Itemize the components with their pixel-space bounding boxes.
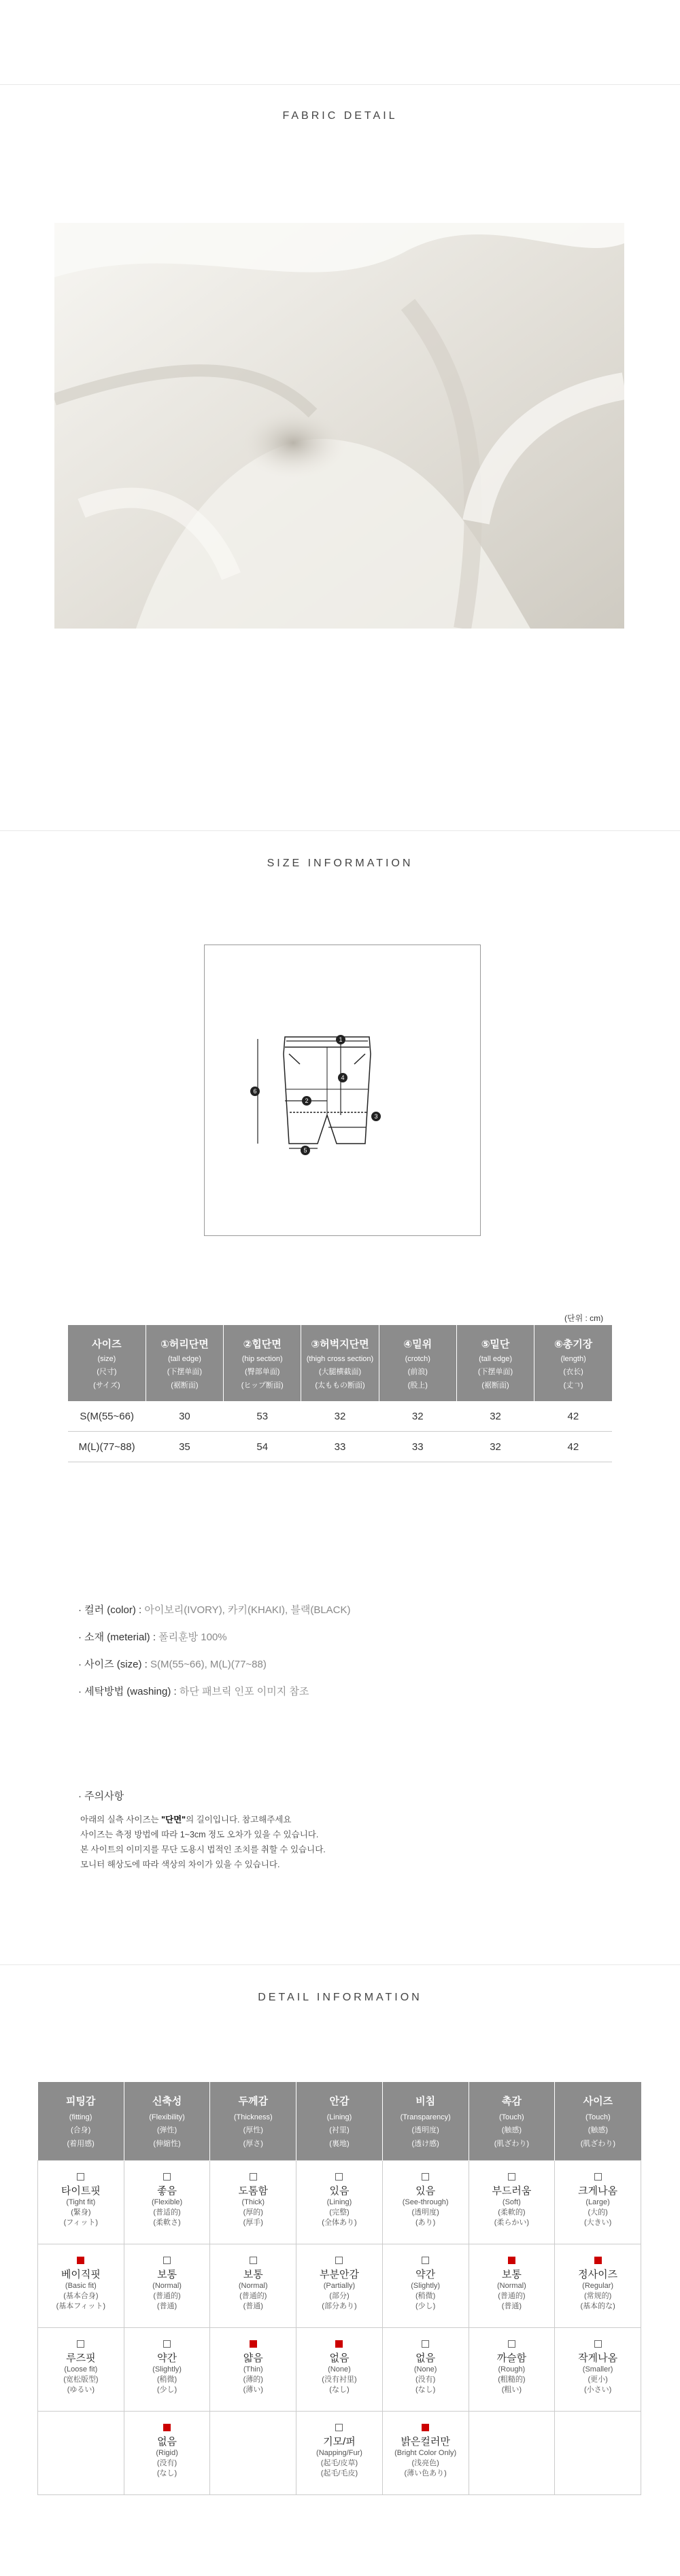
unchecked-box-icon	[508, 2173, 515, 2181]
checked-box-icon	[250, 2340, 257, 2348]
option-en: (Basic fit)	[65, 2282, 97, 2290]
option-en: (Soft)	[502, 2198, 521, 2206]
detail-option-cell	[469, 2161, 555, 2244]
detail-option-cell	[124, 2328, 210, 2412]
size-header-label: ⑥총기장	[554, 1338, 593, 1350]
option-jp: (普通)	[501, 2302, 522, 2310]
unchecked-box-icon	[163, 2257, 171, 2264]
option-en: (Napping/Fur)	[316, 2449, 362, 2457]
unchecked-box-icon	[335, 2257, 343, 2264]
size-header-jp: (サイズ)	[93, 1381, 120, 1390]
size-header-label: ②힙단면	[243, 1338, 282, 1350]
option-label: 좋음	[157, 2185, 177, 2197]
size-header-cell	[68, 1325, 146, 1401]
option-label: 보통	[157, 2269, 177, 2280]
size-header-en: (thigh cross section)	[306, 1354, 374, 1363]
option-label: 부분안감	[319, 2269, 359, 2280]
detail-option-cell	[296, 2244, 383, 2328]
option-label: 기모/퍼	[323, 2436, 356, 2448]
size-cell: 32	[301, 1401, 379, 1432]
option-en: (Loose fit)	[64, 2365, 98, 2374]
detail-option-cell	[296, 2328, 383, 2412]
option-label: 작게나옴	[578, 2352, 618, 2364]
detail-header-jp: (伸縮性)	[153, 2140, 181, 2148]
size-cell: 35	[146, 1432, 223, 1462]
checked-box-icon	[422, 2424, 429, 2431]
option-cn: (厚的)	[243, 2208, 263, 2217]
divider	[0, 1964, 680, 1965]
unchecked-box-icon	[422, 2257, 429, 2264]
detail-option-cell	[555, 2328, 641, 2412]
size-cell: 54	[224, 1432, 301, 1462]
option-cn: (薄的)	[243, 2376, 263, 2384]
detail-header-cell	[555, 2082, 641, 2161]
size-header-label: 사이즈	[92, 1338, 122, 1350]
size-header-en: (length)	[560, 1354, 586, 1363]
detail-option-cell	[296, 2161, 383, 2244]
unit-label: (단위 : cm)	[564, 1313, 604, 1323]
size-option-info: · 사이즈 (size) : S(M(55~66), M(L)(77~88)	[78, 1659, 267, 1670]
detail-header-cn: (衬里)	[329, 2126, 350, 2134]
unchecked-box-icon	[594, 2173, 602, 2181]
option-cn: (緊身)	[71, 2208, 91, 2217]
detail-option-cell	[382, 2244, 469, 2328]
color-info: · 컬러 (color) : 아이보리(IVORY), 카키(KHAKI), 블랙(BLACK)	[78, 1604, 351, 1616]
detail-header-label: 비침	[415, 2096, 436, 2107]
detail-header-cn: (合身)	[70, 2126, 91, 2134]
option-en: (Smaller)	[582, 2365, 613, 2374]
option-label: 약간	[415, 2269, 436, 2280]
detail-header-cell	[210, 2082, 296, 2161]
detail-option-cell	[555, 2161, 641, 2244]
option-label: 없음	[157, 2436, 177, 2448]
unchecked-box-icon	[508, 2340, 515, 2348]
fabric-photo	[54, 223, 624, 629]
size-cell: 33	[301, 1432, 379, 1462]
detail-table	[37, 2082, 641, 2495]
detail-header-jp: (透け感)	[411, 2140, 439, 2148]
option-label: 보통	[243, 2269, 263, 2280]
detail-option-cell	[38, 2161, 124, 2244]
fabric-detail-title: FABRIC DETAIL	[282, 110, 398, 122]
size-diagram	[204, 945, 481, 1236]
detail-table-row	[38, 2412, 641, 2495]
detail-option-cell	[38, 2412, 124, 2495]
option-label: 보통	[501, 2269, 522, 2280]
option-en: (Rough)	[498, 2365, 526, 2374]
option-jp: (基本的な)	[580, 2302, 615, 2310]
option-cn: (普适的)	[153, 2208, 181, 2217]
option-en: (Slightly)	[411, 2282, 441, 2290]
size-header-label: ③허벅지단면	[311, 1338, 369, 1350]
option-en: (Regular)	[582, 2282, 614, 2290]
option-jp: (基本フィット)	[56, 2302, 106, 2310]
unchecked-box-icon	[422, 2340, 429, 2348]
size-cell: M(L)(77~88)	[68, 1432, 146, 1462]
size-header-jp: (裾断面)	[171, 1381, 199, 1390]
detail-header-en: (Flexibility)	[149, 2113, 185, 2121]
size-header-en: (tall edge)	[479, 1354, 512, 1363]
size-header-cell	[456, 1325, 534, 1401]
option-cn: (宽松版型)	[63, 2376, 99, 2384]
option-label: 있음	[329, 2185, 350, 2197]
size-header-en: (crotch)	[405, 1354, 430, 1363]
unchecked-box-icon	[77, 2173, 84, 2181]
detail-header-jp: (肌ざわり)	[580, 2140, 616, 2148]
option-jp: (普通)	[156, 2302, 177, 2310]
detail-header-en: (Lining)	[326, 2113, 352, 2121]
size-table	[68, 1325, 612, 1462]
unchecked-box-icon	[594, 2340, 602, 2348]
detail-table-row	[38, 2244, 641, 2328]
notice-text: 아래의 실측 사이즈는 "단면"의 길이입니다. 참고해주세요 사이즈는 측정 방법에 따라 1~3cm 정도 오차가 있을 수 있습니다. 본 사이트의 이미지를 무단 도용시 법적인 조치를 취할 수 있습니다. 모니터 해상도에 따라 색상의 차이가 있을 수 있습니다.	[80, 1815, 326, 1869]
option-label: 얇음	[243, 2352, 263, 2364]
option-label: 도톰함	[238, 2185, 268, 2197]
size-cell: 32	[456, 1401, 534, 1432]
option-cn: (粗糙的)	[498, 2376, 526, 2384]
detail-header-label: 안감	[329, 2096, 350, 2107]
option-label: 부드러움	[492, 2185, 532, 2197]
size-header-label: ⑤밑단	[481, 1338, 510, 1350]
size-header-jp: (裾断面)	[481, 1381, 509, 1390]
option-cn: (常规的)	[583, 2292, 612, 2300]
washing-info: · 세탁방법 (washing) : 하단 패브릭 인포 이미지 참조	[78, 1686, 309, 1697]
option-en: (Thick)	[241, 2198, 265, 2206]
option-label: 까슬함	[496, 2352, 527, 2364]
option-jp: (全体あり)	[322, 2219, 357, 2227]
detail-header-jp: (厚さ)	[243, 2140, 263, 2148]
option-cn: (没有)	[415, 2376, 436, 2384]
detail-header-jp: (裏地)	[329, 2140, 350, 2148]
detail-option-cell	[124, 2244, 210, 2328]
checked-box-icon	[594, 2257, 602, 2264]
detail-header-en: (fitting)	[69, 2113, 92, 2121]
checked-box-icon	[77, 2257, 84, 2264]
option-jp: (柔軟さ)	[153, 2219, 181, 2227]
option-jp: (厚手)	[243, 2219, 263, 2227]
option-cn: (普通的)	[498, 2292, 526, 2300]
detail-header-cell	[382, 2082, 469, 2161]
size-cell: 42	[534, 1401, 612, 1432]
detail-option-cell	[124, 2161, 210, 2244]
size-header-cn: (下摆单面)	[167, 1367, 203, 1376]
option-jp: (なし)	[329, 2386, 350, 2394]
size-header-cn: (下摆单面)	[477, 1367, 513, 1376]
detail-header-jp: (肌ざわり)	[494, 2140, 530, 2148]
size-header-label: ①허리단면	[160, 1338, 209, 1350]
detail-header-en: (Thickness)	[233, 2113, 273, 2121]
detail-option-cell	[210, 2328, 296, 2412]
option-en: (Normal)	[152, 2282, 182, 2290]
option-jp: (粗い)	[501, 2386, 522, 2394]
option-label: 베이직핏	[61, 2269, 101, 2280]
detail-header-cell	[124, 2082, 210, 2161]
marker-label-6: 6	[253, 1088, 257, 1095]
option-en: (None)	[413, 2365, 437, 2374]
checked-box-icon	[508, 2257, 515, 2264]
unchecked-box-icon	[422, 2173, 429, 2181]
option-cn: (基本合身)	[63, 2292, 99, 2300]
size-header-cn: (臀部单面)	[245, 1367, 280, 1376]
option-cn: (柔軟的)	[498, 2208, 526, 2217]
option-en: (None)	[328, 2365, 351, 2374]
option-cn: (浅亮色)	[411, 2459, 439, 2467]
detail-header-cn: (弹性)	[156, 2126, 177, 2134]
detail-header-label: 촉감	[501, 2096, 522, 2107]
detail-table-row	[38, 2328, 641, 2412]
detail-header-cn: (触感)	[501, 2126, 522, 2134]
size-cell: 30	[146, 1401, 223, 1432]
size-header-en: (hip section)	[241, 1354, 283, 1363]
option-jp: (なし)	[415, 2386, 436, 2394]
option-cn: (普通的)	[153, 2292, 181, 2300]
size-cell: 42	[534, 1432, 612, 1462]
size-table-row	[68, 1432, 612, 1462]
detail-option-cell	[38, 2328, 124, 2412]
divider	[0, 84, 680, 85]
detail-table-row	[38, 2161, 641, 2244]
detail-header-cell	[469, 2082, 555, 2161]
option-label: 있음	[415, 2185, 436, 2197]
size-header-cell	[224, 1325, 301, 1401]
detail-option-cell	[469, 2328, 555, 2412]
divider	[0, 830, 680, 831]
size-header-label: ④밑위	[403, 1338, 432, 1350]
size-header-jp: (太ももの断面)	[315, 1381, 365, 1390]
detail-option-cell	[210, 2161, 296, 2244]
detail-header-label: 두께감	[238, 2096, 268, 2107]
option-cn: (稍微)	[156, 2376, 177, 2384]
option-cn: (起毛/皮草)	[320, 2459, 358, 2467]
detail-option-cell	[210, 2244, 296, 2328]
option-en: (Large)	[585, 2198, 610, 2206]
size-header-cn: (前浪)	[407, 1367, 428, 1376]
size-info-title: SIZE INFORMATION	[267, 858, 413, 869]
option-label: 약간	[157, 2352, 177, 2364]
size-header-cell	[301, 1325, 379, 1401]
detail-option-cell	[555, 2412, 641, 2495]
detail-header-cell	[38, 2082, 124, 2161]
detail-option-cell	[382, 2161, 469, 2244]
marker-label-1: 1	[339, 1036, 343, 1043]
option-jp: (少し)	[156, 2386, 177, 2394]
size-cell: 53	[224, 1401, 301, 1432]
size-cell: 32	[379, 1401, 456, 1432]
unchecked-box-icon	[163, 2340, 171, 2348]
detail-header-label: 신축성	[152, 2096, 182, 2107]
detail-info-title: DETAIL INFORMATION	[258, 1992, 422, 2003]
size-header-jp: (丈ㄱ)	[563, 1381, 583, 1390]
option-cn: (没有衬里)	[322, 2376, 357, 2384]
option-jp: (フィット)	[63, 2219, 99, 2227]
option-jp: (起毛/毛皮)	[320, 2469, 358, 2477]
unchecked-box-icon	[335, 2424, 343, 2431]
checked-box-icon	[335, 2340, 343, 2348]
option-cn: (部分)	[329, 2292, 350, 2300]
size-header-jp: (ヒップ断面)	[241, 1381, 284, 1390]
detail-option-cell	[555, 2244, 641, 2328]
detail-header-label: 사이즈	[583, 2096, 613, 2107]
detail-option-cell	[469, 2412, 555, 2495]
option-en: (Bright Color Only)	[394, 2449, 457, 2457]
option-jp: (なし)	[156, 2469, 177, 2477]
detail-header-cn: (触感)	[588, 2126, 609, 2134]
option-en: (Flexible)	[151, 2198, 183, 2206]
detail-header-en: (Transparency)	[400, 2113, 451, 2121]
option-en: (Normal)	[238, 2282, 268, 2290]
detail-option-cell	[382, 2412, 469, 2495]
unchecked-box-icon	[250, 2257, 257, 2264]
detail-option-cell	[124, 2412, 210, 2495]
size-cell: 32	[456, 1432, 534, 1462]
option-cn: (普通的)	[239, 2292, 267, 2300]
option-label: 타이트핏	[61, 2185, 101, 2197]
marker-label-5: 5	[303, 1147, 307, 1154]
option-jp: (部分あり)	[322, 2302, 357, 2310]
option-label: 밝은컬러만	[401, 2436, 450, 2448]
option-label: 없음	[329, 2352, 350, 2364]
size-header-en: (tall edge)	[167, 1354, 201, 1363]
detail-option-cell	[296, 2412, 383, 2495]
option-jp: (大きい)	[583, 2219, 612, 2227]
detail-option-cell	[469, 2244, 555, 2328]
detail-header-cell	[296, 2082, 383, 2161]
unchecked-box-icon	[335, 2173, 343, 2181]
detail-header-label: 피팅감	[65, 2096, 96, 2107]
option-en: (Tight fit)	[66, 2198, 96, 2206]
unchecked-box-icon	[163, 2173, 171, 2181]
option-cn: (更小)	[588, 2376, 608, 2384]
detail-header-cn: (厚性)	[243, 2126, 263, 2134]
detail-header-cn: (透明度)	[411, 2126, 439, 2134]
size-table-row	[68, 1401, 612, 1432]
size-header-jp: (股上)	[407, 1381, 428, 1390]
detail-option-cell	[38, 2244, 124, 2328]
marker-label-4: 4	[341, 1074, 345, 1081]
option-en: (Thin)	[243, 2365, 263, 2374]
detail-option-cell	[382, 2328, 469, 2412]
option-en: (Partially)	[323, 2282, 356, 2290]
size-header-cn: (衣长)	[563, 1367, 583, 1376]
option-jp: (あり)	[415, 2219, 436, 2227]
option-jp: (薄い色あり)	[404, 2469, 447, 2477]
option-cn: (透明度)	[411, 2208, 439, 2217]
option-jp: (小さい)	[583, 2386, 612, 2394]
option-label: 정사이즈	[578, 2269, 618, 2280]
detail-header-jp: (着用感)	[67, 2140, 95, 2148]
option-en: (See-through)	[402, 2198, 449, 2206]
option-jp: (少し)	[415, 2302, 436, 2310]
detail-header-en: (Touch)	[585, 2113, 611, 2121]
option-en: (Rigid)	[156, 2449, 178, 2457]
option-jp: (薄い)	[243, 2386, 263, 2394]
size-cell: S(M(55~66)	[68, 1401, 146, 1432]
option-cn: (完整)	[329, 2208, 350, 2217]
option-en: (Slightly)	[152, 2365, 182, 2374]
material-info: · 소재 (meterial) : 폴리훈방 100%	[78, 1631, 227, 1643]
option-cn: (没有)	[156, 2459, 177, 2467]
option-jp: (普通)	[243, 2302, 263, 2310]
option-cn: (大的)	[588, 2208, 608, 2217]
unchecked-box-icon	[77, 2340, 84, 2348]
unchecked-box-icon	[250, 2173, 257, 2181]
marker-label-3: 3	[374, 1113, 378, 1120]
size-header-cell	[146, 1325, 223, 1401]
detail-option-cell	[210, 2412, 296, 2495]
size-header-en: (size)	[97, 1354, 116, 1363]
option-jp: (ゆるい)	[67, 2386, 95, 2394]
notice-title: · 주의사항	[78, 1790, 124, 1802]
size-header-cell	[534, 1325, 612, 1401]
option-label: 크게나옴	[578, 2185, 618, 2197]
option-label: 없음	[415, 2352, 436, 2364]
option-en: (Normal)	[496, 2282, 526, 2290]
detail-header-en: (Touch)	[499, 2113, 524, 2121]
option-en: (Lining)	[326, 2198, 352, 2206]
size-header-cell	[379, 1325, 456, 1401]
option-label: 루즈핏	[66, 2352, 96, 2364]
option-jp: (柔らかい)	[494, 2219, 530, 2227]
option-cn: (稍微)	[415, 2292, 436, 2300]
size-header-cn: (大腿横截面)	[318, 1367, 362, 1376]
size-header-cn: (尺寸)	[97, 1367, 117, 1376]
size-cell: 33	[379, 1432, 456, 1462]
marker-label-2: 2	[305, 1097, 309, 1104]
checked-box-icon	[163, 2424, 171, 2431]
